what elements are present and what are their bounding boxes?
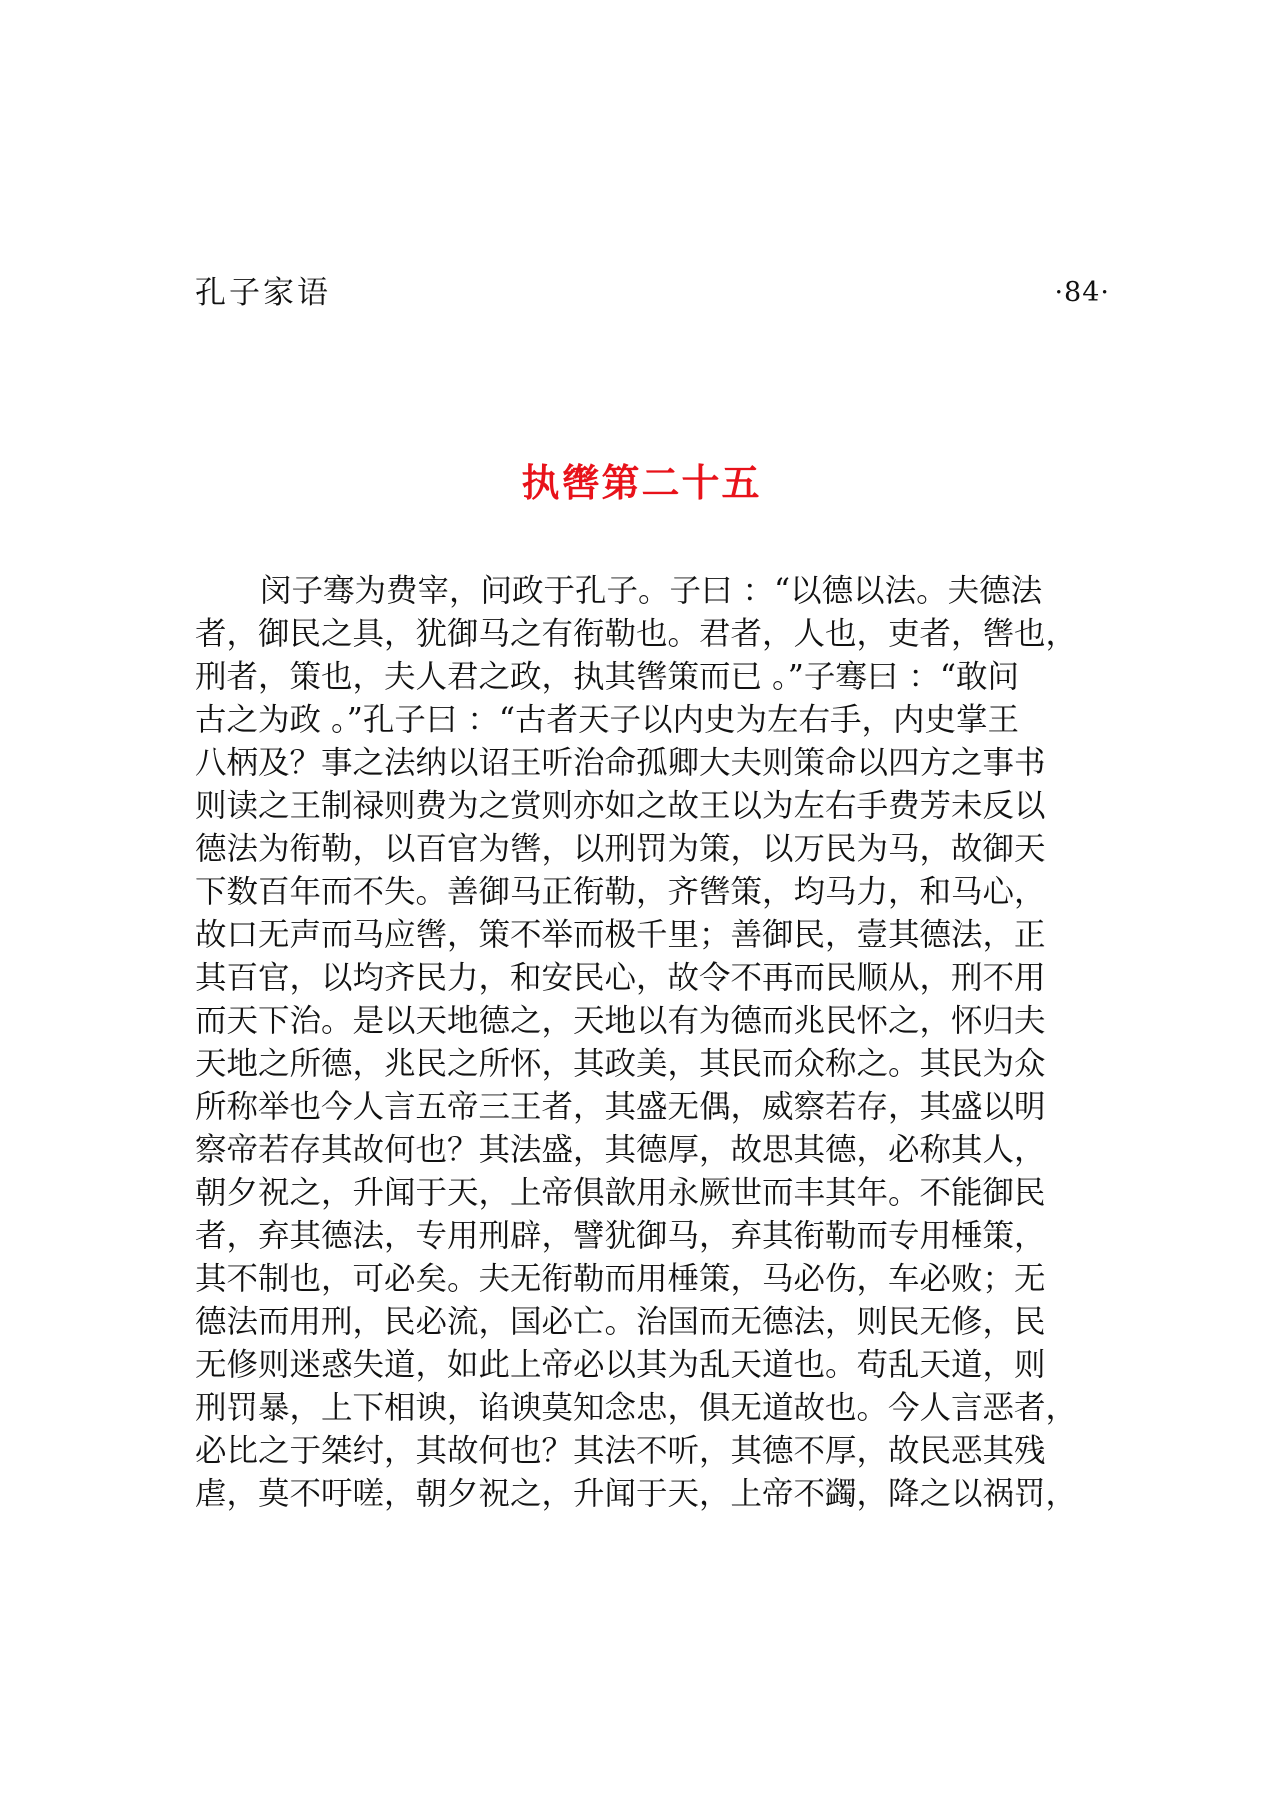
text-line: 故口无声而马应辔，策不举而极千里；善御民，壹其德法，正 xyxy=(195,917,1046,953)
text-line: 而天下治。是以天地德之，天地以有为德而兆民怀之，怀归夫 xyxy=(195,1003,1046,1039)
text-line: 刑罚暴，上下相谀，谄谀莫知念忠，俱无道故也。今人言恶者， xyxy=(195,1390,1078,1426)
text-line: 虐，莫不吁嗟，朝夕祝之，升闻于天，上帝不蠲，降之以祸罚， xyxy=(195,1476,1078,1512)
text-line: 刑者，策也，夫人君之政，执其辔策而已 。”子骞曰 ：“敢问 xyxy=(195,659,1019,695)
text-line: 八柄及？事之法纳以诏王听治命孤卿大夫则策命以四方之事书 xyxy=(195,745,1046,781)
body-text xyxy=(195,570,1115,1516)
text-line: 其不制也，可必矣。夫无衔勒而用棰策，马必伤，车必败；无 xyxy=(195,1261,1046,1297)
book-title: 孔子家语 xyxy=(195,275,331,311)
page-number: ·84· xyxy=(1054,277,1110,308)
text-line: 察帝若存其故何也？其法盛，其德厚，故思其德，必称其人， xyxy=(195,1132,1046,1168)
text-line: 无修则迷惑失道，如此上帝必以其为乱天道也。苟乱天道，则 xyxy=(195,1347,1046,1383)
text-line: 者，御民之具，犹御马之有衔勒也。君者，人也，吏者，辔也， xyxy=(195,616,1078,652)
text-line: 必比之于桀纣，其故何也？其法不听，其德不厚，故民恶其残 xyxy=(195,1433,1046,1469)
text-line: 所称举也今人言五帝三王者，其盛无偶，威察若存，其盛以明 xyxy=(195,1089,1046,1125)
running-header xyxy=(195,268,1110,318)
text-line: 闵子骞为费宰，问政于孔子。子曰 ：“以德以法。夫德法 xyxy=(260,573,1043,609)
text-line: 天地之所德，兆民之所怀，其政美，其民而众称之。其民为众 xyxy=(195,1046,1046,1082)
chapter-title: 执辔第二十五 xyxy=(521,461,762,505)
text-line: 朝夕祝之，升闻于天，上帝俱歆用永厥世而丰其年。不能御民 xyxy=(195,1175,1046,1211)
text-line: 德法为衔勒，以百官为辔，以刑罚为策，以万民为马，故御天 xyxy=(195,831,1046,867)
text-line: 其百官，以均齐民力，和安民心，故令不再而民顺从，刑不用 xyxy=(195,960,1046,996)
text-line: 下数百年而不失。善御马正衔勒，齐辔策，均马力，和马心， xyxy=(195,874,1046,910)
text-line: 德法而用刑，民必流，国必亡。治国而无德法，则民无修，民 xyxy=(195,1304,1046,1340)
text-line: 古之为政 。”孔子曰 ：“古者天子以内史为左右手，内史掌王 xyxy=(195,702,1019,738)
text-line: 者，弃其德法，专用刑辟，譬犹御马，弃其衔勒而专用棰策， xyxy=(195,1218,1046,1254)
text-line: 则读之王制禄则费为之赏则亦如之故王以为左右手费芳未反以 xyxy=(195,788,1046,824)
